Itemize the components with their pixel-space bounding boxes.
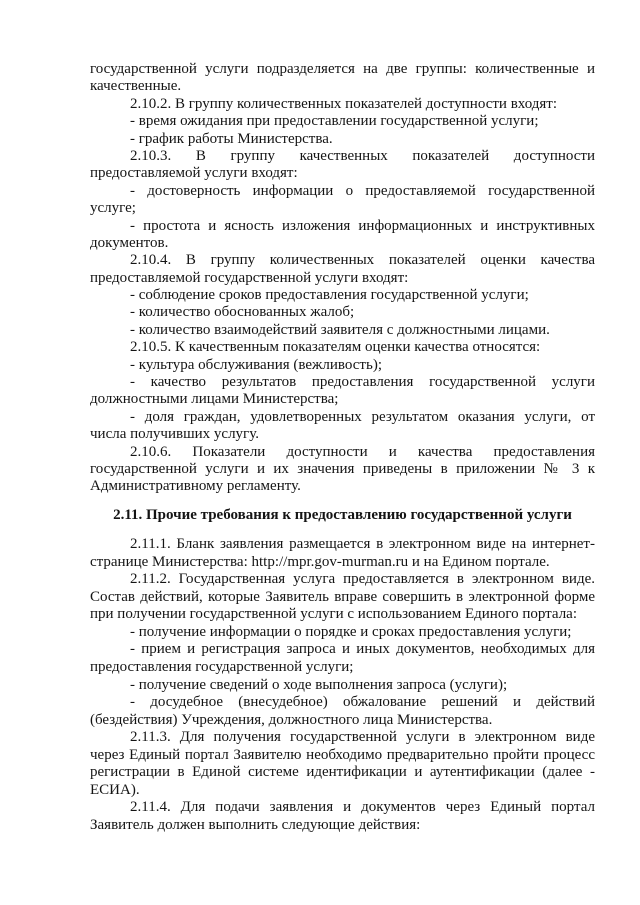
- text-line: Состав действий, которые Заявитель вправе совершить в электронной форме: [90, 588, 595, 605]
- text-line: предоставления государственной услуги;: [90, 658, 354, 675]
- list-item: [90, 322, 595, 339]
- paragraph: [90, 799, 595, 834]
- text-line: Заявитель должен выполнить следующие действия:: [90, 816, 421, 833]
- list-item: [90, 131, 595, 148]
- document-body: [90, 61, 595, 834]
- text-line: при получении государственной услуги с использованием Единого портала:: [90, 606, 578, 623]
- paragraph: [90, 96, 595, 113]
- list-item: [90, 183, 595, 218]
- paragraph: [90, 252, 595, 287]
- text-line: - досудебное (внесудебное) обжалование решений и действий: [130, 694, 595, 711]
- list-item: [90, 304, 595, 321]
- text-line: услуге;: [90, 200, 136, 217]
- section-2-11: [90, 536, 595, 834]
- text-line: - соблюдение сроков предоставления государственной услуги;: [130, 287, 529, 304]
- text-line: - график работы Министерства.: [130, 130, 333, 147]
- text-line: (бездействия) Учреждения, должностного лица Министерства.: [90, 711, 493, 728]
- paragraph: [90, 339, 595, 356]
- text-line: качественные.: [90, 78, 182, 95]
- list-item: [90, 287, 595, 304]
- text-line: регистрации в Единой системе идентификации и аутентификации (далее -: [90, 764, 595, 781]
- text-line: государственной услуги и их значения приведены в приложении № 3 к: [90, 460, 595, 477]
- paragraph: [90, 444, 595, 496]
- text-line: 2.10.6. Показатели доступности и качества предоставления: [130, 443, 595, 460]
- list-item: [90, 641, 595, 676]
- text-line: - количество взаимодействий заявителя с должностными лицами.: [130, 321, 550, 338]
- text-line: предоставляемой услуги входят:: [90, 165, 298, 182]
- text-line: 2.10.3. В группу качественных показателей доступности: [130, 147, 595, 164]
- text-line: - получение сведений о ходе выполнения запроса (услуги);: [130, 676, 508, 693]
- section-heading: 2.11. Прочие требования к предоставлению государственной услуги: [113, 506, 572, 523]
- paragraph: [90, 536, 595, 571]
- list-item: [90, 218, 595, 253]
- text-line: 2.10.4. В группу количественных показателей оценки качества: [130, 252, 595, 269]
- paragraph: [90, 571, 595, 624]
- list-item: [90, 694, 595, 729]
- paragraph: [90, 148, 595, 183]
- text-line: - простота и ясность изложения информационных и инструктивных: [130, 217, 595, 234]
- text-line: Административному регламенту.: [90, 478, 301, 495]
- list-item: [90, 624, 595, 642]
- text-line: - культура обслуживания (вежливость);: [130, 356, 382, 373]
- text-line: 2.11.1. Бланк заявления размещается в электронном виде на интернет-: [130, 536, 595, 553]
- paragraph: [90, 729, 595, 799]
- list-item: [90, 409, 595, 444]
- text-line: 2.11.3. Для получения государственной услуги в электронном виде: [130, 729, 595, 746]
- text-line: 2.10.2. В группу количественных показателей доступности входят:: [130, 95, 558, 112]
- text-line: документов.: [90, 234, 169, 251]
- list-item: [90, 357, 595, 374]
- text-line: 2.11.4. Для подачи заявления и документов через Единый портал: [130, 799, 595, 816]
- text-line: - доля граждан, удовлетворенных результатом оказания услуги, от: [130, 408, 595, 425]
- text-line: государственной услуги подразделяется на две группы: количественные и: [90, 61, 595, 77]
- text-line: предоставляемой государственной услуги входят:: [90, 269, 409, 286]
- text-line: странице Министерства: http://mpr.gov-murman.ru и на Едином портале.: [90, 553, 550, 570]
- list-item: [90, 374, 595, 409]
- list-item: [90, 113, 595, 130]
- text-line: - получение информации о порядке и сроках предоставления услуги;: [130, 623, 572, 640]
- text-line: - количество обоснованных жалоб;: [130, 304, 355, 321]
- text-line: - достоверность информации о предоставляемой государственной: [130, 182, 595, 199]
- text-line: 2.11.2. Государственная услуга предоставляется в электронном виде.: [130, 571, 595, 588]
- paragraph: [90, 61, 595, 96]
- text-line: 2.10.5. К качественным показателям оценки качества относятся:: [130, 339, 541, 356]
- section-2-10-tail: [90, 61, 595, 496]
- text-line: - качество результатов предоставления государственной услуги: [130, 374, 595, 391]
- text-line: - прием и регистрация запроса и иных документов, необходимых для: [130, 641, 595, 658]
- text-line: числа получивших услугу.: [90, 426, 259, 443]
- text-line: ЕСИА).: [90, 781, 140, 798]
- text-line: через Единый портал Заявителю необходимо предварительно пройти процесс: [90, 746, 595, 763]
- list-item: [90, 677, 595, 695]
- text-line: - время ожидания при предоставлении государственной услуги;: [130, 113, 539, 130]
- text-line: должностными лицами Министерства;: [90, 391, 339, 408]
